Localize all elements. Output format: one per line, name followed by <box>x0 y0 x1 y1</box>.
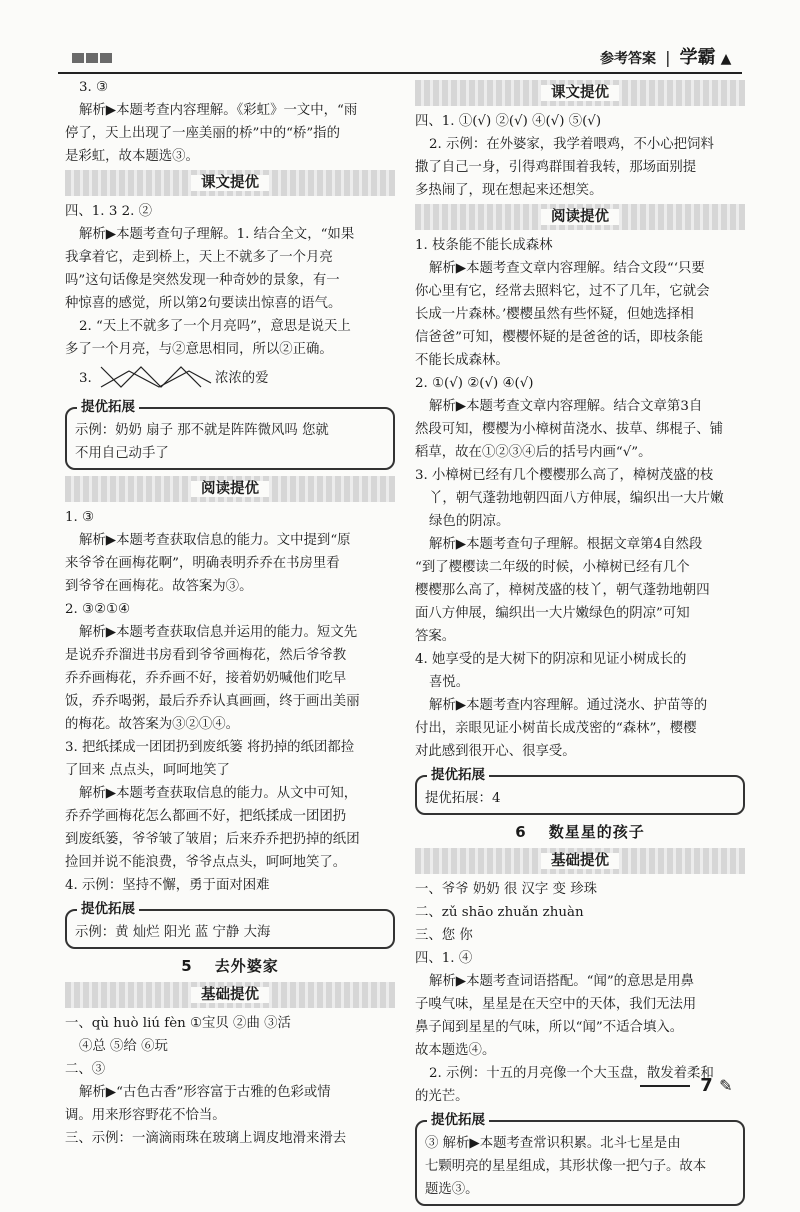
section-band <box>415 80 745 106</box>
extension-line: 七颗明亮的星星组成，其形状像一把勺子。故本 <box>425 1159 707 1174</box>
answer-line: 2. 示例：十五的月亮像一个大玉盘，散发着柔和 <box>429 1066 714 1081</box>
extension-label: 提优拓展 <box>77 900 139 918</box>
section-title: 阅读提优 <box>191 481 269 497</box>
analysis-line: 樱樱那么高了，樟树茂盛的枝丫，朝气蓬勃地朝四 <box>415 583 710 598</box>
analysis-line: 子嗅气味，星星是在天空中的天体，我们无法用 <box>415 997 697 1012</box>
extension-box <box>415 1112 745 1206</box>
extension-box <box>65 901 395 949</box>
analysis-line: 调。用来形容野花不恰当。 <box>65 1108 226 1123</box>
extension-line: 不用自己动手了 <box>75 446 169 461</box>
analysis-line: 解析▶本题考查获取信息的能力。从文中可知， <box>79 786 358 801</box>
matching-answer-text: 浓浓的爱 <box>215 371 269 386</box>
header-mark <box>100 53 112 63</box>
right-column <box>415 78 745 1212</box>
header-title-block: 参考答案 | 学霸 ▲ <box>600 47 732 68</box>
section-title: 基础提优 <box>541 853 619 869</box>
page-footer <box>640 1075 733 1096</box>
answer-line: 丫，朝气蓬勃地朝四面八方伸展，编织出一大片嫩 <box>429 491 724 506</box>
extension-line: 示例：奶奶 扇子 那不就是阵阵微风吗 您就 <box>75 423 329 438</box>
analysis-line: 解析▶本题考查获取信息并运用的能力。短文先 <box>79 625 358 640</box>
analysis-line: 解析▶“古色古香”形容富于古雅的色彩或情 <box>79 1085 331 1100</box>
analysis-line: 解析▶本题考查文章内容理解。结合文章第3自 <box>429 399 703 414</box>
answer-line: 2. ③②①④ <box>65 602 131 617</box>
answer-line: 4. 示例：坚持不懈，勇于面对困难 <box>65 878 270 893</box>
analysis-line: 答案。 <box>415 629 456 644</box>
answer-number: 3. <box>79 371 92 386</box>
analysis-line: 的梅花。故答案为③②①④。 <box>65 717 240 732</box>
lesson-heading <box>65 955 395 978</box>
extension-box <box>65 399 395 470</box>
section-band <box>65 476 395 502</box>
answer-line: 多热闹了，现在想起来还想笑。 <box>415 183 603 198</box>
analysis-line: 到废纸篓，爷爷皱了皱眉；后来乔乔把扔掉的纸团 <box>65 832 360 847</box>
analysis-line: 停了，天上出现了一座美丽的桥”中的“桥”指的 <box>65 126 340 141</box>
section-band <box>65 170 395 196</box>
analysis-line: 捡回并说不能浪费，爷爷点点头，呵呵地笑了。 <box>65 855 347 870</box>
analysis-line: 不能长成森林。 <box>415 353 509 368</box>
answer-line: 的光芒。 <box>415 1089 469 1104</box>
lesson-number: 5 <box>181 957 193 975</box>
analysis-line: 2. “天上不就多了一个月亮吗”，意思是说天上 <box>79 319 351 334</box>
analysis-line: 种惊喜的感觉，所以第2句要读出惊喜的语气。 <box>65 296 342 311</box>
extension-line: ③ 解析▶本题考查常识积累。北斗七星是由 <box>425 1136 681 1151</box>
answer-line: 四、1. ④ <box>415 951 473 966</box>
answer-line: 一、qù huò liú fèn ①宝贝 ②曲 ③活 <box>65 1016 291 1031</box>
section-band <box>415 848 745 874</box>
section-band <box>415 204 745 230</box>
answer-line: 一、爷爷 奶奶 很 汉字 变 珍珠 <box>415 882 597 897</box>
answer-line: 1. 枝条能不能长成森林 <box>415 238 553 253</box>
extension-label: 提优拓展 <box>427 766 489 784</box>
section-title: 课文提优 <box>541 85 619 101</box>
lesson-title: 数星星的孩子 <box>548 823 645 841</box>
analysis-line: 解析▶本题考查内容理解。《彩虹》一文中，“雨 <box>79 103 358 118</box>
analysis-line: 到爷爷在画梅花。故答案为③。 <box>65 579 253 594</box>
analysis-line: 解析▶本题考查句子理解。1. 结合全文，“如果 <box>79 227 355 242</box>
extension-label: 提优拓展 <box>427 1111 489 1129</box>
analysis-line: 付出，亲眼见证小树苗长成茂密的“森林”，樱樱 <box>415 721 697 736</box>
analysis-line: 解析▶本题考查获取信息的能力。文中提到“原 <box>79 533 351 548</box>
lesson-number: 6 <box>515 823 527 841</box>
analysis-line: 解析▶本题考查文章内容理解。结合文段“‘只要 <box>429 261 705 276</box>
answer-line: 3. 小樟树已经有几个樱樱那么高了，樟树茂盛的枝 <box>415 468 714 483</box>
answer-line: 四、1. 3 2. ② <box>65 204 153 219</box>
answer-line: 喜悦。 <box>429 675 470 690</box>
analysis-line: 然段可知，樱樱为小樟树苗浇水、拔草、绑棍子、铺 <box>415 422 723 437</box>
footer-rule <box>640 1085 690 1087</box>
extension-box <box>415 767 745 815</box>
header-mark <box>86 53 98 63</box>
answer-line: 了回来 点点头，呵呵地笑了 <box>65 763 230 778</box>
analysis-line: 面八方伸展，编织出一大片嫩绿色的阴凉”可知 <box>415 606 690 621</box>
matching-answer <box>65 361 395 395</box>
analysis-line: 是说乔乔溜进书房看到爷爷画梅花，然后爷爷教 <box>65 648 347 663</box>
answer-line: 1. ③ <box>65 510 95 525</box>
header-rule <box>58 72 742 74</box>
answer-line: 三、示例：一滴滴雨珠在玻璃上调皮地滑来滑去 <box>65 1131 347 1146</box>
analysis-line: 信爸爸”可知，樱樱怀疑的是爸爸的话，即枝条能 <box>415 330 704 345</box>
analysis-line: 对此感到很开心、很享受。 <box>415 744 576 759</box>
answer-line: 4. 她享受的是大树下的阴凉和见证小树成长的 <box>415 652 687 667</box>
section-band <box>65 982 395 1008</box>
analysis-line: 多了一个月亮，与②意思相同，所以②正确。 <box>65 342 333 357</box>
answer-line: ④总 ⑤给 ⑥玩 <box>79 1039 168 1054</box>
answer-line: 二、③ <box>65 1062 106 1077</box>
extension-line: 题选③。 <box>425 1182 479 1197</box>
answer-line: 3. 把纸揉成一团团扔到废纸篓 将扔掉的纸团都捡 <box>65 740 355 755</box>
left-column <box>65 76 395 1150</box>
answer-line: 撒了自己一身，引得鸡群围着我转，那场面别提 <box>415 160 697 175</box>
analysis-line: 解析▶本题考查词语搭配。“闻”的意思是用鼻 <box>429 974 695 989</box>
extension-label: 提优拓展 <box>77 398 139 416</box>
answer-line: 三、您 你 <box>415 928 473 943</box>
page-number: 7 <box>700 1075 713 1096</box>
header-mark <box>72 53 84 63</box>
analysis-line: 乔乔学画梅花怎么都画不好，把纸揉成一团团扔 <box>65 809 347 824</box>
analysis-line: 吗”这句话像是突然发现一种奇妙的景象，有一 <box>65 273 340 288</box>
mortarboard-icon: ▲ <box>720 51 732 67</box>
analysis-line: 鼻子闻到星星的气味，所以“闻”不适合填入。 <box>415 1020 684 1035</box>
answer-line: 绿色的阴凉。 <box>429 514 510 529</box>
section-title: 基础提优 <box>191 987 269 1003</box>
matching-lines-icon <box>99 361 219 395</box>
analysis-line: 乔乔画梅花，乔乔画不好，接着奶奶喊他们吃早 <box>65 671 347 686</box>
analysis-line: 解析▶本题考查内容理解。通过浇水、护苗等的 <box>429 698 708 713</box>
extension-line: 提优拓展：4 <box>425 791 501 806</box>
analysis-line: “到了樱樱读二年级的时候，小樟树已经有几个 <box>415 560 690 575</box>
answer-line: 2. 示例：在外婆家，我学着喂鸡，不小心把饲料 <box>429 137 714 152</box>
analysis-line: 故本题选④。 <box>415 1043 496 1058</box>
lesson-title: 去外婆家 <box>214 957 279 975</box>
section-title: 阅读提优 <box>541 209 619 225</box>
analysis-line: 稻草，故在①②③④后的括号内画“√”。 <box>415 445 652 460</box>
brand-logo: 学霸 <box>679 47 716 68</box>
analysis-line: 解析▶本题考查句子理解。根据文章第4自然段 <box>429 537 703 552</box>
answer-line: 2. ①(√) ②(√) ④(√) <box>415 376 534 391</box>
extension-line: 示例：黄 灿烂 阳光 蓝 宁静 大海 <box>75 925 271 940</box>
section-title: 课文提优 <box>191 175 269 191</box>
answer-line: 四、1. ①(√) ②(√) ④(√) ⑤(√) <box>415 114 602 129</box>
analysis-line: 长成一片森林。’樱樱虽然有些怀疑，但她选择相 <box>415 307 694 322</box>
header-title: 参考答案 <box>600 51 656 67</box>
pencil-icon: ✎ <box>719 1076 733 1095</box>
analysis-line: 你心里有它，经常去照料它，过不了几年，它就会 <box>415 284 710 299</box>
lesson-heading <box>415 821 745 844</box>
analysis-line: 我拿着它，走到桥上，天上不就多了一个月亮 <box>65 250 333 265</box>
answer-line: 二、zǔ shāo zhuǎn zhuàn <box>415 905 584 920</box>
answer-line: 3. ③ <box>79 80 109 95</box>
analysis-line: 饭，乔乔喝粥，最后乔乔认真画画，终于画出美丽 <box>65 694 360 709</box>
analysis-line: 是彩虹，故本题选③。 <box>65 149 199 164</box>
analysis-line: 来爷爷在画梅花啊”，明确表明乔乔在书房里看 <box>65 556 340 571</box>
